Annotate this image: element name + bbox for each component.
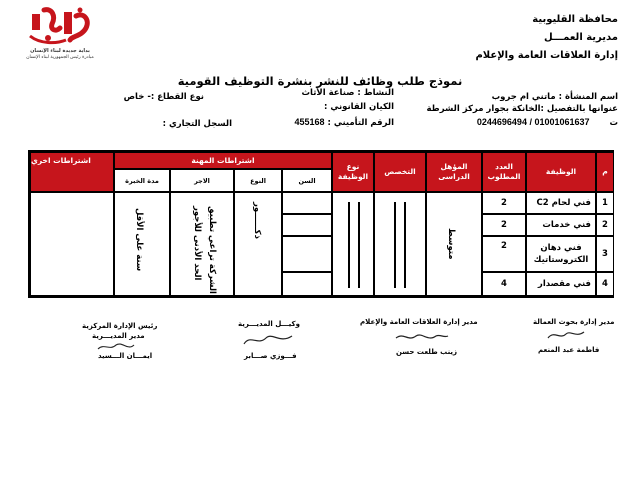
- header-experience: مدة الخبرة: [114, 169, 170, 192]
- commercial-register: السجل التجاري :: [162, 119, 232, 129]
- phone-row: [477, 117, 618, 129]
- other-requirements-cell: [30, 192, 114, 296]
- table-row: فني مقصدار: [526, 272, 596, 296]
- table-row: 3: [596, 236, 614, 272]
- logo-subtitle-2: مبادرة رئيس الجمهورية لبناء الإنسان: [26, 55, 94, 60]
- age-cell: [282, 236, 332, 272]
- header-wage: الاجر: [170, 169, 234, 192]
- specialization-mark: [394, 202, 396, 288]
- activity: النشاط : صناعة الأثاث: [301, 88, 394, 98]
- age-cell: [282, 192, 332, 214]
- header-age: السن: [282, 169, 332, 192]
- header-specialization: التخصص: [374, 152, 426, 192]
- signature-name-labor-research: فاطمة عبد المنعم: [538, 346, 600, 354]
- qualification-value: متوسط: [446, 228, 456, 260]
- insurance-number: 455168: [294, 117, 325, 127]
- header-job-type: نوع الوظيفة: [332, 152, 374, 192]
- signature-scribble-icon: [240, 330, 296, 348]
- insurance-label: الرقم التأميني :: [327, 118, 394, 128]
- age-cell: [282, 214, 332, 236]
- table-row: فني دهان الكتروستاتيك: [526, 236, 596, 272]
- header-other-requirements: اشتراطات اخري: [30, 152, 114, 192]
- signature-scribble-icon: [546, 328, 586, 342]
- signature-name-director: ايمـــان الـــسيد: [98, 352, 153, 360]
- specialization-cell: [374, 192, 426, 296]
- form-title: نموذج طلب وظائف للنشر بنشرة التوظيف القومية: [177, 74, 463, 88]
- initiative-logo-icon: [26, 6, 94, 46]
- table-row: 2: [482, 192, 526, 214]
- experience-value: سنة على الأقل: [134, 208, 144, 272]
- table-row: فني لحام C2: [526, 192, 596, 214]
- table-row: 4: [482, 272, 526, 296]
- gender-value: ذكــــــور: [252, 202, 262, 239]
- phone-numbers: 0244696494 / 01001061637: [476, 117, 590, 127]
- signature-scribble-icon: [394, 330, 450, 344]
- department-name: إدارة العلاقات العامة والإعلام: [475, 50, 618, 61]
- jobs-table: [28, 150, 614, 298]
- table-row: 4: [596, 272, 614, 296]
- logo-subtitle: بداية جديدة لبناء الإنسان: [30, 48, 90, 54]
- signature-title-deputy: وكيـــل المديـــرية: [238, 320, 300, 328]
- header-gender: النوع: [234, 169, 282, 192]
- header-job-requirements: اشتراطات المهنة: [114, 152, 332, 169]
- job-type-cell: [332, 192, 374, 296]
- header-serial: م: [596, 152, 614, 192]
- age-cell: [282, 272, 332, 296]
- specialization-mark: [404, 202, 406, 288]
- header-job: الوظيفة: [526, 152, 596, 192]
- job-type-mark: [358, 202, 360, 288]
- establishment-name: اسم المنشأة : ماتني ام جروب: [491, 92, 618, 102]
- signature-title-director: مدير المديـــرية: [92, 332, 145, 340]
- table-row: 2: [482, 236, 526, 272]
- job-type-mark: [348, 202, 350, 288]
- header-count: العدد المطلوب: [482, 152, 526, 192]
- logo: [18, 6, 102, 68]
- signature-name-deputy: فـــوزي صـــابر: [244, 352, 297, 360]
- signature-name-public-relations: زينب طلعت حسن: [396, 348, 458, 356]
- signature-title-central-admin: رئيس الإدارة المركزية: [82, 322, 158, 330]
- address: عنوانها بالتفصيل :الخانكة بجوار مركز الشرطة: [426, 104, 618, 114]
- wage-value-line1: الحد الأدنى للأجور: [192, 206, 202, 281]
- wage-value-line2: الشركة تراعي تطبيق: [207, 206, 217, 294]
- insurance-row: [294, 117, 394, 129]
- header-qualification: المؤهل الدراسى: [426, 152, 482, 192]
- phone-prefix: ت: [609, 118, 618, 128]
- table-row: 2: [596, 214, 614, 236]
- signature-title-public-relations: مدير إدارة العلاقات العامة والإعلام: [360, 318, 478, 326]
- sector-type: نوع القطاع :- خاص: [123, 92, 204, 102]
- table-row: 1: [596, 192, 614, 214]
- wage-cell: [170, 192, 234, 296]
- legal-entity: الكيان القانوني :: [323, 102, 394, 112]
- table-row: 2: [482, 214, 526, 236]
- table-row: فني خدمات: [526, 214, 596, 236]
- signature-title-labor-research: مدير إدارة بحوث العمالة: [533, 318, 615, 326]
- directorate-name: مديرية العمـــل: [544, 32, 618, 43]
- governorate-name: محافظة القليوبية: [532, 14, 618, 25]
